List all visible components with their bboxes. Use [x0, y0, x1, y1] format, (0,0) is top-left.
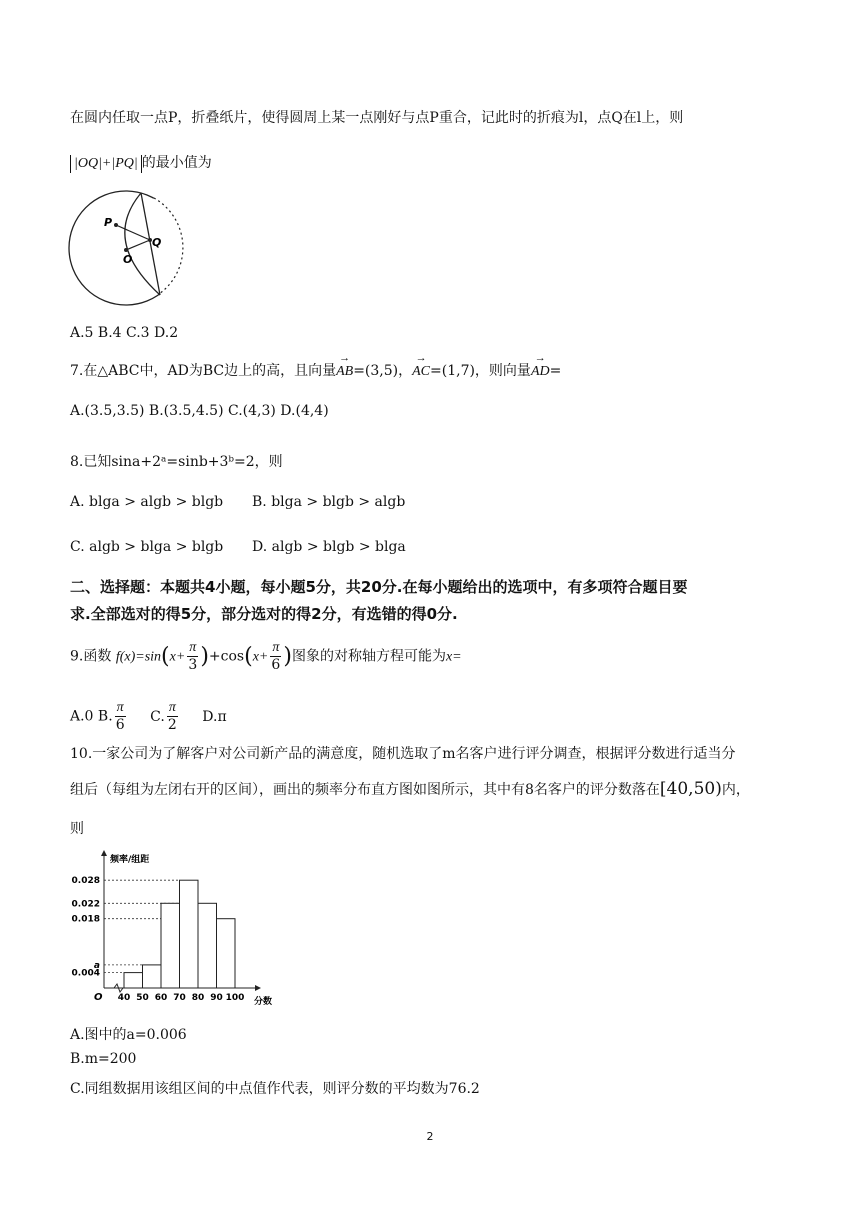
- q8-option-b: B. blga > blgb > algb: [252, 494, 406, 510]
- histogram-chart: [66, 848, 296, 1008]
- q9-option-b: B.: [97, 708, 113, 725]
- q9-suffix: 图象的对称轴方程可能为: [291, 648, 446, 665]
- q10-stem-line3: 则: [70, 821, 84, 837]
- q9-plus-cos: +cos: [208, 648, 245, 665]
- point-q-label: Q: [152, 236, 162, 249]
- vector-ab-value: =(3,5)，: [353, 363, 413, 379]
- q9-denominator-3: 3: [188, 657, 198, 673]
- section-2-heading-line2: 求.全部选对的得5分，部分选对的得2分，有选错的得0分.: [70, 605, 458, 623]
- histogram-bar: [124, 973, 143, 988]
- x-tick-label: 50: [136, 993, 149, 1003]
- q6-circle-figure: [66, 186, 192, 310]
- y-tick-label: 0.022: [71, 899, 100, 910]
- x-tick-label: 90: [210, 993, 223, 1003]
- vector-ac: → AC: [412, 364, 430, 380]
- y-tick-label: a: [93, 960, 100, 971]
- q6-options: A.5 B.4 C.3 D.2: [70, 325, 179, 341]
- q8-stem: 8.已知sina+2ᵃ=sinb+3ᵇ=2，则: [70, 454, 283, 470]
- q6-stem-line2: [70, 152, 212, 173]
- q10-option-a: A.图中的a=0.006: [70, 1027, 187, 1043]
- point-o-label: O: [123, 253, 133, 266]
- vector-ab: → AB: [336, 364, 353, 380]
- q7-stem-prefix: 7.在△ABC中，AD为BC边上的高，且向量: [70, 363, 337, 379]
- q9-x-plus-2: x+: [252, 649, 269, 665]
- q6-stem-line1: 在圆内任取一点P，折叠纸片，使得圆周上某一点刚好与点P重合，记此时的折痕为l，点Q在l上，则: [70, 110, 684, 126]
- q9-option-a: A.0: [70, 708, 94, 725]
- q9-x-eq: x=: [445, 649, 462, 665]
- histogram-bar: [198, 903, 217, 988]
- y-axis-label: 频率/组距: [110, 855, 150, 865]
- q9-prefix: 9.函数: [70, 648, 112, 665]
- histogram-bar: [180, 880, 199, 988]
- q9-option-b-6: 6: [115, 717, 125, 733]
- y-tick-label: 0.028: [71, 876, 100, 887]
- x-tick-label: 40: [117, 993, 131, 1003]
- origin-label: O: [94, 992, 103, 1003]
- q9-option-c-pi: π: [168, 700, 176, 715]
- q10-line2-text: 组后（每组为左闭右开的区间），画出的频率分布直方图如图所示，其中有8名客户的评分数落在: [70, 782, 660, 798]
- q9-options: [70, 700, 227, 733]
- q7-stem: [70, 360, 561, 380]
- q8-option-a: A. blga > algb > blgb: [70, 494, 224, 510]
- q9-x-plus-1: x+: [169, 649, 186, 665]
- q9-option-c-2: 2: [167, 717, 177, 733]
- q8-option-d: D. algb > blgb > blga: [252, 539, 406, 555]
- x-axis-label: 分数: [254, 997, 273, 1007]
- q8-option-c: C. algb > blga > blgb: [70, 539, 224, 555]
- q6-expression: |OQ|+|PQ|: [70, 155, 142, 173]
- x-tick-label: 80: [191, 993, 205, 1003]
- histogram-bar: [161, 903, 180, 988]
- q9-stem: 9.函数 f(x)=sin(x+ $\frac{\pi}{3}$ )+cos(x+ $\frac{\pi}{6}$ )图象的对称轴方程可能为x=: [70, 640, 462, 673]
- q10-stem-line2: [70, 779, 750, 799]
- q7-options: A.(3.5,3.5) B.(3.5,4.5) C.(4,3) D.(4,4): [70, 403, 329, 419]
- y-tick-label: 0.018: [71, 914, 100, 925]
- q9-option-b-pi: π: [116, 700, 124, 715]
- q9-option-d: D.π: [202, 708, 227, 725]
- q9-function: f(x)=sin: [115, 649, 162, 665]
- histogram-bar: [143, 965, 162, 988]
- histogram-bar: [217, 919, 236, 988]
- q10-option-c: C.同组数据用该组区间的中点值作代表，则评分数的平均数为76.2: [70, 1081, 480, 1097]
- q9-denominator-6: 6: [271, 657, 281, 673]
- x-tick-label: 70: [173, 993, 186, 1003]
- point-p-label: P: [104, 216, 113, 229]
- x-tick-label: 100: [225, 993, 245, 1003]
- q6-stem-text: 的最小值为: [141, 155, 212, 171]
- x-tick-label: 60: [154, 993, 168, 1003]
- q10-option-b: B.m=200: [70, 1051, 137, 1067]
- section-2-heading-line1: 二、选择题：本题共4小题，每小题5分，共20分.在每小题给出的选项中，有多项符合题目要: [70, 578, 688, 596]
- q9-option-c: C.: [150, 708, 165, 725]
- vector-ac-value: =(1,7)，则向量: [430, 363, 531, 379]
- vector-ad: → AD: [531, 364, 550, 380]
- q9-pi-2: π: [272, 640, 280, 655]
- vector-ad-eq: =: [549, 363, 562, 379]
- q10-line2-end: 内，: [721, 782, 750, 798]
- q9-pi-1: π: [189, 640, 197, 655]
- y-tick-label: 0.004: [71, 968, 100, 979]
- q10-interval: [40,50): [659, 779, 722, 799]
- q10-stem-line1: 10.一家公司为了解客户对公司新产品的满意度，随机选取了m名客户进行评分调查，根据评分数进行适当分: [70, 746, 736, 762]
- page-number: 2: [426, 1130, 434, 1143]
